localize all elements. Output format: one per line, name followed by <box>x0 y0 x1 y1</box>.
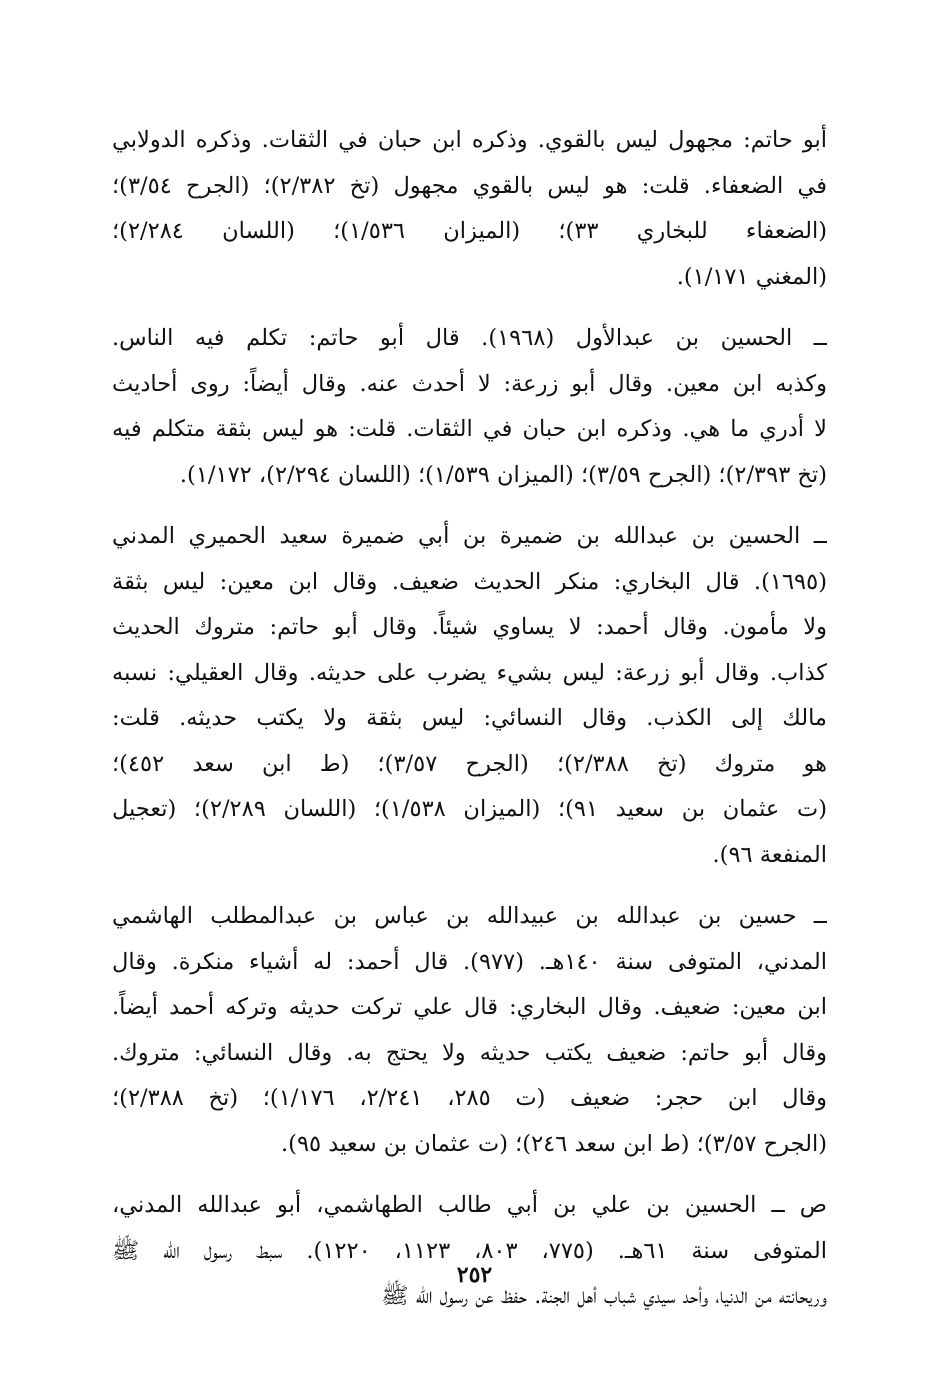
paragraph <box>112 894 827 1167</box>
text-line: لا أدري ما هي. وذكره ابن حبان في الثقات. قلت: هو ليس بثقة متكلم فيه <box>112 416 827 442</box>
text-line: كذاب. وقال أبو زرعة: ليس بشيء يضرب على حديثه. وقال العقيلي: نسبه <box>112 659 827 686</box>
text-line: ــ الحسين بن عبدالله بن ضميرة بن أبي ضميرة سعيد الحميري المدني <box>112 523 827 549</box>
body-text <box>112 118 827 1336</box>
text-line: هو متروك (تخ ٢/٣٨٨)؛ (الجرح ٣/٥٧)؛ (ط ابن سعد ٤٥٢)؛ <box>112 750 827 777</box>
text-line: المنفعة ٩٦). <box>712 841 827 868</box>
text-line: (تخ ٢/٣٩٣)؛ (الجرح ٣/٥٩)؛ (الميزان ١/٥٣٩)؛ (اللسان ٢/٢٩٤)، ١/١٧٢). <box>179 461 827 488</box>
text-line: (١٦٩٥). قال البخاري: منكر الحديث ضعيف. وقال ابن معين: ليس بثقة <box>112 568 827 595</box>
text-line: المدني، المتوفى سنة ١٤٠هـ. (٩٧٧). قال أحمد: له أشياء منكرة. وقال <box>112 948 827 975</box>
text-line: مالك إلى الكذب. وقال النسائي: ليس بثقة ولا يكتب حديثه. قلت: <box>112 705 827 731</box>
paragraph <box>112 118 827 300</box>
paragraph <box>112 1183 827 1320</box>
text-line: ولا مأمون. وقال أحمد: لا يساوي شيئاً. وقال أبو حاتم: متروك الحديث <box>112 614 827 640</box>
text-line: (الضعفاء للبخاري ٣٣)؛ (الميزان ١/٥٣٦)؛ (اللسان ٢/٢٨٤)؛ <box>112 218 827 244</box>
text-line: (الجرح ٣/٥٧)؛ (ط ابن سعد ٢٤٦)؛ (ت عثمان بن سعيد ٩٥). <box>281 1130 827 1157</box>
paragraph <box>112 514 827 878</box>
text-line: ص ــ الحسين بن علي بن أبي طالب الطهاشمي، أبو عبدالله المدني، <box>112 1192 827 1218</box>
text-line: وقال أبو حاتم: ضعيف يكتب حديثه ولا يحتج به. وقال النسائي: متروك. <box>112 1039 827 1066</box>
text-line: ــ حسين بن عبدالله بن عبيدالله بن عباس بن عبدالمطلب الهاشمي <box>112 903 827 929</box>
text-line: في الضعفاء. قلت: هو ليس بالقوي مجهول (تخ ٢/٣٨٢)؛ (الجرح ٣/٥٤)؛ <box>112 172 827 199</box>
text-line: ابن معين: ضعيف. وقال البخاري: قال علي تركت حديثه وتركه أحمد أيضاً. <box>112 994 827 1020</box>
text-line: وقال ابن حجر: ضعيف (ت ٢٨٥، ٢/٢٤١، ١/١٧٦)؛ (تخ ٢/٣٨٨)؛ <box>112 1085 827 1111</box>
text-line: المتوفى سنة ٦١هـ. (٧٧٥، ٨٠٣، ١١٢٣، ١٢٢٠). سبط رسول الله ﷺ <box>112 1237 827 1264</box>
page-number: ٢٥٢ <box>456 1262 493 1288</box>
text-line: (ت عثمان بن سعيد ٩١)؛ (الميزان ١/٥٣٨)؛ (اللسان ٢/٢٨٩)؛ (تعجيل <box>112 796 827 822</box>
text-line: وكذبه ابن معين. وقال أبو زرعة: لا أحدث عنه. وقال أيضاً: روى أحاديث <box>112 370 827 397</box>
text-line: أبو حاتم: مجهول ليس بالقوي. وذكره ابن حبان في الثقات. وذكره الدولابي <box>112 127 827 153</box>
paragraph <box>112 316 827 498</box>
text-line: (المغني ١/١٧١). <box>676 263 827 290</box>
text-line: ــ الحسين بن عبدالأول (١٩٦٨). قال أبو حاتم: تكلم فيه الناس. <box>112 325 827 351</box>
text-line: وريحانته من الدنيا، وأحد سيدي شباب أهل الجنة. حفظ عن رسول الله ﷺ <box>381 1283 827 1309</box>
